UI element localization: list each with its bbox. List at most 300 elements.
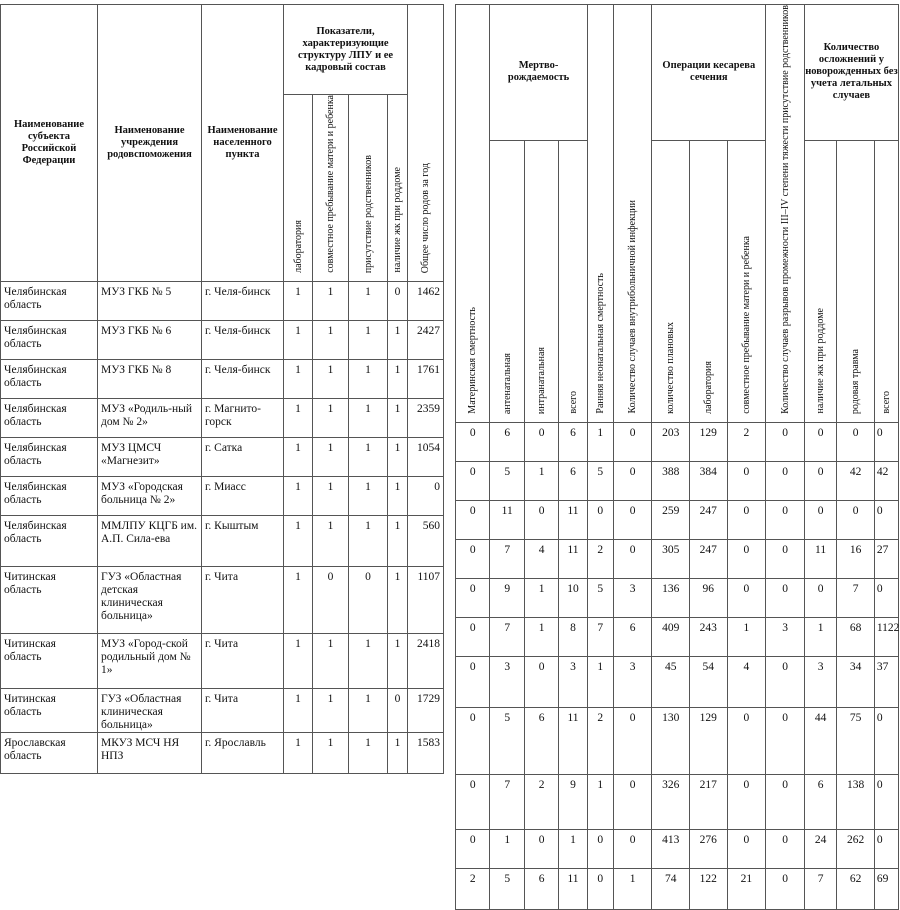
header-sb-total-cell	[559, 140, 587, 422]
cell-institution: МУЗ ГКБ № 5	[98, 281, 202, 320]
cell-cx-total: 69	[874, 868, 898, 909]
cell-intra: 2	[524, 774, 558, 829]
cell-region: Ярославская область	[1, 732, 98, 773]
cell-lab: 1	[284, 566, 313, 633]
cell-lab: 1	[284, 515, 313, 566]
cell-lab: 1	[284, 732, 313, 773]
header-infections-cell	[613, 5, 652, 423]
cell-inf: 1	[613, 868, 652, 909]
cell-mm: 0	[456, 656, 490, 707]
cell-region: Челябинская область	[1, 476, 98, 515]
cell-ens: 1	[587, 656, 613, 707]
cell-ant: 6	[490, 422, 524, 461]
cell-ens: 5	[587, 578, 613, 617]
cell-ens: 7	[587, 617, 613, 656]
cell-ant: 3	[490, 656, 524, 707]
cell-inf: 0	[613, 774, 652, 829]
cell-rel: 1	[349, 633, 388, 688]
header-cs-lab-cell	[689, 140, 727, 422]
cell-rupt: 0	[766, 539, 805, 578]
cell-sb-total: 3	[559, 656, 587, 707]
header-lab: лаборатория	[292, 219, 304, 273]
cell-lab: 1	[284, 320, 313, 359]
cell-mm: 0	[456, 500, 490, 539]
header-births-cell	[408, 5, 444, 282]
table-row	[456, 461, 899, 500]
header-intranatal-cell	[524, 140, 558, 422]
table-row	[456, 656, 899, 707]
cell-jk: 1	[388, 515, 408, 566]
cell-sb-total: 6	[559, 422, 587, 461]
cell-plan: 259	[652, 500, 690, 539]
header-cohab-cell	[313, 95, 349, 282]
cell-cs-lab: 247	[689, 500, 727, 539]
cell-rupt: 0	[766, 578, 805, 617]
cell-rel: 1	[349, 732, 388, 773]
header-cesarean-group: Операции кесарева сечения	[652, 5, 766, 141]
cell-intra: 1	[524, 578, 558, 617]
cell-inf: 0	[613, 829, 652, 868]
cell-ens: 0	[587, 868, 613, 909]
cell-cx-jk: 6	[804, 774, 836, 829]
left-table-body	[1, 281, 444, 773]
cell-sb-total: 11	[559, 500, 587, 539]
cell-jk: 1	[388, 732, 408, 773]
cell-births: 1729	[408, 688, 444, 732]
cell-cx-total: 27	[874, 539, 898, 578]
cell-cs-cohab: 0	[727, 578, 766, 617]
cell-trauma: 68	[837, 617, 875, 656]
cell-trauma: 0	[837, 422, 875, 461]
cell-ens: 2	[587, 539, 613, 578]
header-cx-total-cell	[874, 140, 898, 422]
cell-locality: г. Чита	[202, 688, 284, 732]
cell-cohab: 1	[313, 437, 349, 476]
cell-cs-lab: 129	[689, 422, 727, 461]
cell-institution: МУЗ «Город-ской родильный дом № 1»	[98, 633, 202, 688]
table-row	[456, 422, 899, 461]
cell-mm: 0	[456, 617, 490, 656]
cell-locality: г. Магнито-горск	[202, 398, 284, 437]
cell-trauma: 42	[837, 461, 875, 500]
cell-lab: 1	[284, 281, 313, 320]
cell-jk: 1	[388, 476, 408, 515]
cell-locality: г. Челя-бинск	[202, 359, 284, 398]
cell-jk: 1	[388, 437, 408, 476]
cell-locality: г. Кыштым	[202, 515, 284, 566]
cell-plan: 203	[652, 422, 690, 461]
header-antenatal: антенатальная	[501, 352, 513, 414]
cell-cohab: 1	[313, 633, 349, 688]
cell-inf: 0	[613, 707, 652, 774]
cell-cx-jk: 3	[804, 656, 836, 707]
cell-trauma: 34	[837, 656, 875, 707]
cell-intra: 0	[524, 829, 558, 868]
right-table	[455, 4, 899, 910]
cell-mm: 0	[456, 578, 490, 617]
cell-institution: МУЗ ЦМСЧ «Магнезит»	[98, 437, 202, 476]
table-row	[456, 868, 899, 909]
cell-mm: 0	[456, 829, 490, 868]
cell-cs-lab: 243	[689, 617, 727, 656]
cell-cx-jk: 24	[804, 829, 836, 868]
cell-cs-lab: 122	[689, 868, 727, 909]
cell-jk: 1	[388, 359, 408, 398]
cell-cx-jk: 1	[804, 617, 836, 656]
cell-rupt: 0	[766, 656, 805, 707]
header-births: Общее число родов за год	[420, 162, 432, 273]
cell-rel: 0	[349, 566, 388, 633]
cell-locality: г. Челя-бинск	[202, 281, 284, 320]
cell-births: 0	[408, 476, 444, 515]
cell-jk: 1	[388, 320, 408, 359]
header-maternal-mortality: Материнская смертность	[467, 307, 479, 414]
cell-ant: 5	[490, 707, 524, 774]
header-early-neonatal: Ранняя неонатальная смертность	[594, 273, 606, 414]
cell-cs-cohab: 0	[727, 707, 766, 774]
cell-births: 2359	[408, 398, 444, 437]
cell-cx-jk: 0	[804, 461, 836, 500]
cell-trauma: 138	[837, 774, 875, 829]
cell-cx-total: 0	[874, 829, 898, 868]
cell-lab: 1	[284, 398, 313, 437]
table-row	[1, 732, 444, 773]
cell-plan: 326	[652, 774, 690, 829]
header-trauma: родовая травма	[850, 348, 862, 414]
header-cx-jk-cell	[804, 140, 836, 422]
cell-cx-total: 0	[874, 578, 898, 617]
header-planned: количество плановых	[665, 322, 677, 414]
cell-rel: 1	[349, 515, 388, 566]
cell-plan: 409	[652, 617, 690, 656]
cell-lab: 1	[284, 359, 313, 398]
cell-ens: 0	[587, 829, 613, 868]
cell-plan: 45	[652, 656, 690, 707]
header-maternal-mortality-cell	[456, 5, 490, 423]
cell-inf: 0	[613, 500, 652, 539]
cell-cx-jk: 44	[804, 707, 836, 774]
table-row	[1, 320, 444, 359]
cell-cs-lab: 217	[689, 774, 727, 829]
cell-cx-jk: 7	[804, 868, 836, 909]
header-region: Наименование субъекта Российской Федерации	[1, 5, 98, 282]
cell-cohab: 1	[313, 320, 349, 359]
cell-sb-total: 10	[559, 578, 587, 617]
cell-locality: г. Сатка	[202, 437, 284, 476]
cell-locality: г. Миасс	[202, 476, 284, 515]
cell-mm: 0	[456, 539, 490, 578]
cell-ant: 11	[490, 500, 524, 539]
cell-trauma: 0	[837, 500, 875, 539]
cell-rupt: 0	[766, 461, 805, 500]
header-perineal-cell	[766, 5, 805, 423]
cell-cohab: 1	[313, 281, 349, 320]
cell-locality: г. Чита	[202, 633, 284, 688]
header-antenatal-cell	[490, 140, 524, 422]
cell-institution: МУЗ ГКБ № 6	[98, 320, 202, 359]
header-jk: наличие жк при роддоме	[392, 167, 404, 273]
cell-cs-lab: 247	[689, 539, 727, 578]
cell-region: Читинская область	[1, 633, 98, 688]
cell-institution: МКУЗ МСЧ НЯ НПЗ	[98, 732, 202, 773]
table-row	[1, 398, 444, 437]
cell-plan: 388	[652, 461, 690, 500]
cell-region: Читинская область	[1, 688, 98, 732]
cell-cx-total: 0	[874, 707, 898, 774]
cell-ens: 5	[587, 461, 613, 500]
table-row	[1, 515, 444, 566]
header-cohab: совместное пребывание матери и ребенка	[325, 95, 336, 273]
cell-cohab: 1	[313, 515, 349, 566]
cell-births: 1583	[408, 732, 444, 773]
cell-inf: 6	[613, 617, 652, 656]
cell-rel: 1	[349, 320, 388, 359]
cell-intra: 6	[524, 868, 558, 909]
table-row	[1, 359, 444, 398]
cell-lab: 1	[284, 437, 313, 476]
cell-inf: 0	[613, 539, 652, 578]
cell-institution: ГУЗ «Областная детская клиническая больница»	[98, 566, 202, 633]
table-row	[1, 688, 444, 732]
cell-institution: МУЗ ГКБ № 8	[98, 359, 202, 398]
cell-region: Челябинская область	[1, 320, 98, 359]
cell-region: Челябинская область	[1, 515, 98, 566]
cell-sb-total: 9	[559, 774, 587, 829]
header-stillbirth-group: Мертво-рождаемость	[490, 5, 587, 141]
header-institution: Наименование учреждения родовспоможения	[98, 5, 202, 282]
cell-cs-cohab: 2	[727, 422, 766, 461]
cell-cohab: 1	[313, 359, 349, 398]
table-row	[1, 476, 444, 515]
header-complications-group: Количество осложнений у новорожденных без учета летальных случаев	[804, 5, 898, 141]
cell-plan: 305	[652, 539, 690, 578]
header-cs-cohab-cell	[727, 140, 766, 422]
cell-cs-cohab: 0	[727, 500, 766, 539]
cell-sb-total: 11	[559, 707, 587, 774]
cell-births: 1761	[408, 359, 444, 398]
cell-ens: 0	[587, 500, 613, 539]
cell-ens: 1	[587, 774, 613, 829]
cell-cs-cohab: 21	[727, 868, 766, 909]
cell-ant: 7	[490, 539, 524, 578]
header-cs-cohab: совместное пребывание матери и ребенка	[740, 236, 752, 414]
cell-trauma: 62	[837, 868, 875, 909]
header-intranatal: интранатальная	[536, 346, 548, 414]
table-row	[456, 578, 899, 617]
header-trauma-cell	[837, 140, 875, 422]
cell-intra: 1	[524, 617, 558, 656]
cell-births: 560	[408, 515, 444, 566]
cell-sb-total: 11	[559, 539, 587, 578]
cell-plan: 130	[652, 707, 690, 774]
table-row	[456, 707, 899, 774]
header-relatives: присутствие родственников	[362, 154, 374, 273]
cell-rel: 1	[349, 688, 388, 732]
table-row	[456, 829, 899, 868]
cell-cs-cohab: 4	[727, 656, 766, 707]
cell-institution: МУЗ «Городская больница № 2»	[98, 476, 202, 515]
cell-institution: ГУЗ «Областная клиническая больница»	[98, 688, 202, 732]
cell-lab: 1	[284, 476, 313, 515]
cell-ant: 5	[490, 461, 524, 500]
table-row	[456, 539, 899, 578]
cell-ant: 7	[490, 774, 524, 829]
cell-jk: 1	[388, 566, 408, 633]
cell-mm: 0	[456, 707, 490, 774]
header-sb-total: всего	[567, 391, 579, 414]
cell-mm: 0	[456, 422, 490, 461]
cell-ant: 7	[490, 617, 524, 656]
header-infections: Количество случаев внутрибольничной инфекции	[627, 200, 639, 414]
cell-sb-total: 1	[559, 829, 587, 868]
cell-intra: 4	[524, 539, 558, 578]
cell-lab: 1	[284, 633, 313, 688]
header-cx-total: всего	[880, 391, 892, 414]
cell-region: Челябинская область	[1, 281, 98, 320]
cell-trauma: 16	[837, 539, 875, 578]
cell-ens: 1	[587, 422, 613, 461]
cell-jk: 0	[388, 281, 408, 320]
cell-cx-jk: 0	[804, 422, 836, 461]
cell-cx-jk: 11	[804, 539, 836, 578]
cell-ant: 5	[490, 868, 524, 909]
cell-rel: 1	[349, 476, 388, 515]
cell-sb-total: 8	[559, 617, 587, 656]
cell-region: Челябинская область	[1, 359, 98, 398]
header-lab-cell	[284, 95, 313, 282]
cell-cohab: 1	[313, 476, 349, 515]
header-planned-cell	[652, 140, 690, 422]
cell-ant: 9	[490, 578, 524, 617]
table-row	[456, 774, 899, 829]
cell-locality: г. Челя-бинск	[202, 320, 284, 359]
table-row	[1, 281, 444, 320]
cell-cohab: 1	[313, 732, 349, 773]
cell-cs-cohab: 0	[727, 461, 766, 500]
cell-region: Челябинская область	[1, 437, 98, 476]
cell-region: Читинская область	[1, 566, 98, 633]
cell-lab: 1	[284, 688, 313, 732]
cell-mm: 2	[456, 868, 490, 909]
cell-intra: 0	[524, 656, 558, 707]
cell-rupt: 0	[766, 868, 805, 909]
cell-ens: 2	[587, 707, 613, 774]
cell-births: 1054	[408, 437, 444, 476]
cell-rupt: 0	[766, 774, 805, 829]
cell-rupt: 0	[766, 707, 805, 774]
cell-jk: 1	[388, 398, 408, 437]
cell-cs-cohab: 0	[727, 539, 766, 578]
cell-intra: 0	[524, 500, 558, 539]
cell-rupt: 0	[766, 422, 805, 461]
table-row	[1, 633, 444, 688]
cell-cs-lab: 54	[689, 656, 727, 707]
cell-births: 2418	[408, 633, 444, 688]
cell-intra: 1	[524, 461, 558, 500]
cell-trauma: 7	[837, 578, 875, 617]
cell-plan: 136	[652, 578, 690, 617]
cell-institution: МУЗ «Родиль-ный дом № 2»	[98, 398, 202, 437]
cell-cs-lab: 276	[689, 829, 727, 868]
cell-plan: 74	[652, 868, 690, 909]
cell-sb-total: 6	[559, 461, 587, 500]
cell-cx-total: 0	[874, 422, 898, 461]
cell-cx-jk: 0	[804, 500, 836, 539]
left-table	[0, 4, 444, 774]
header-cx-jk: наличие жк при роддоме	[815, 308, 827, 414]
cell-rupt: 0	[766, 500, 805, 539]
cell-cx-total: 1122	[874, 617, 898, 656]
cell-cs-lab: 96	[689, 578, 727, 617]
cell-cohab: 1	[313, 398, 349, 437]
cell-region: Челябинская область	[1, 398, 98, 437]
cell-mm: 0	[456, 774, 490, 829]
cell-rel: 1	[349, 398, 388, 437]
cell-cs-cohab: 0	[727, 829, 766, 868]
cell-cohab: 0	[313, 566, 349, 633]
cell-locality: г. Ярославль	[202, 732, 284, 773]
cell-cs-cohab: 0	[727, 774, 766, 829]
cell-cx-total: 0	[874, 500, 898, 539]
right-table-body	[456, 422, 899, 909]
cell-rupt: 0	[766, 829, 805, 868]
cell-cs-cohab: 1	[727, 617, 766, 656]
cell-inf: 0	[613, 461, 652, 500]
cell-rel: 1	[349, 437, 388, 476]
table-row	[456, 500, 899, 539]
cell-locality: г. Чита	[202, 566, 284, 633]
header-jk-cell	[388, 95, 408, 282]
cell-rupt: 3	[766, 617, 805, 656]
header-locality: Наименование населенного пункта	[202, 5, 284, 282]
cell-trauma: 75	[837, 707, 875, 774]
cell-rel: 1	[349, 359, 388, 398]
cell-trauma: 262	[837, 829, 875, 868]
cell-cx-total: 42	[874, 461, 898, 500]
cell-births: 2427	[408, 320, 444, 359]
header-cs-lab: лаборатория	[702, 361, 714, 414]
cell-births: 1462	[408, 281, 444, 320]
cell-intra: 0	[524, 422, 558, 461]
header-early-neonatal-cell	[587, 5, 613, 423]
cell-cs-lab: 129	[689, 707, 727, 774]
table-row	[1, 566, 444, 633]
cell-cx-jk: 0	[804, 578, 836, 617]
header-perineal: Количество случаев разрывов промежности III–IV степени тяжести присутствие родственников	[779, 5, 791, 414]
cell-cohab: 1	[313, 688, 349, 732]
cell-sb-total: 11	[559, 868, 587, 909]
cell-cx-total: 0	[874, 774, 898, 829]
cell-rel: 1	[349, 281, 388, 320]
cell-jk: 1	[388, 633, 408, 688]
cell-inf: 3	[613, 578, 652, 617]
cell-ant: 1	[490, 829, 524, 868]
cell-inf: 3	[613, 656, 652, 707]
header-relatives-cell	[349, 95, 388, 282]
table-row	[456, 617, 899, 656]
cell-cx-total: 37	[874, 656, 898, 707]
table-row	[1, 437, 444, 476]
cell-intra: 6	[524, 707, 558, 774]
cell-mm: 0	[456, 461, 490, 500]
cell-births: 1107	[408, 566, 444, 633]
cell-inf: 0	[613, 422, 652, 461]
cell-cs-lab: 384	[689, 461, 727, 500]
cell-institution: ММЛПУ КЦГБ им. А.П. Сила-ева	[98, 515, 202, 566]
header-indicators-group: Показатели, характеризующие структуру ЛПУ и ее кадровый состав	[284, 5, 408, 95]
cell-jk: 0	[388, 688, 408, 732]
cell-plan: 413	[652, 829, 690, 868]
